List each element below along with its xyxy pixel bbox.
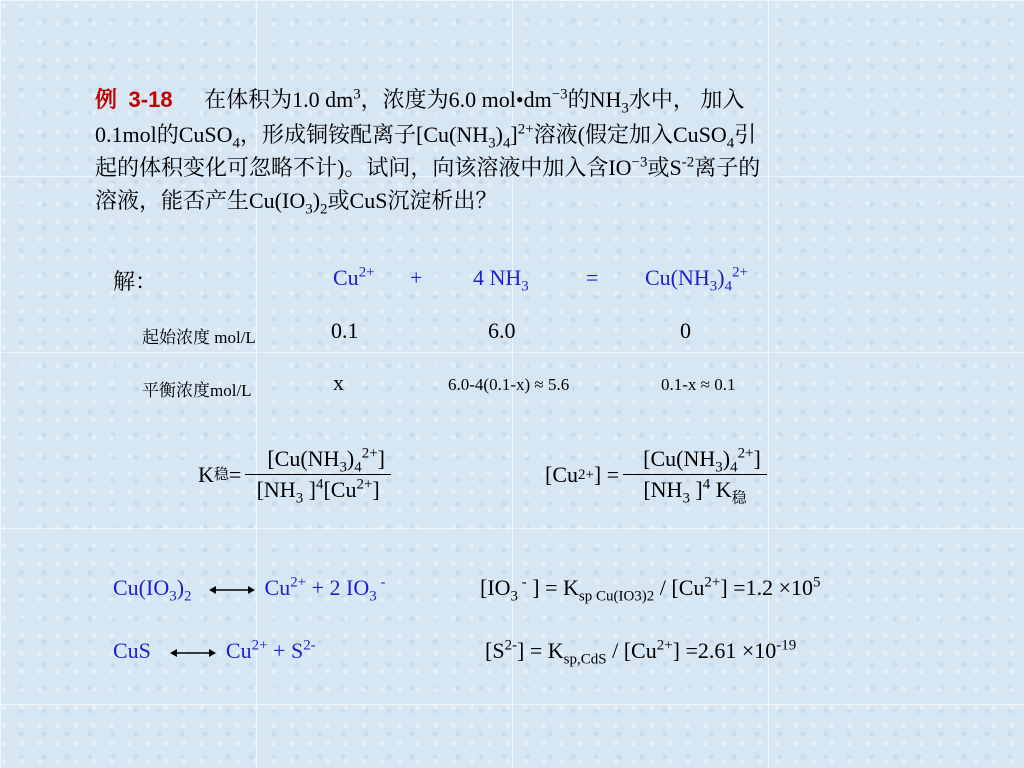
q4e: 或CuS沉淀析出？	[327, 188, 498, 213]
q4a: 溶液，能否产生Cu(IO	[95, 188, 306, 213]
question-line-3	[95, 153, 760, 183]
q3d: -2	[681, 154, 695, 171]
example-label: 例	[95, 87, 118, 112]
q1f: 3	[621, 100, 629, 117]
q3e: 离子的	[694, 155, 761, 180]
reaction-complex: $Cu(NH_3)_4^{2+}$	[645, 264, 748, 295]
k-stable-expression: K 稳 = $\frac{[Cu(NH_3)_4^{2+}]}{[NH_3 ]^4[Cu^{2+}]}$	[198, 446, 391, 503]
sulfide-expression: $[S^{2-}] = K_{sp,CdS} / [Cu^{2+}] =2.61 \times 10^{-19}$	[485, 637, 797, 668]
q2d: 3	[488, 135, 496, 152]
q3b: −3	[631, 154, 648, 171]
iodate-reaction: $Cu(IO_3)_2$ $Cu^{2+} + 2$ $IO_3$ -	[113, 574, 386, 605]
iodate-expression: [$IO_3$ - ] = $K_{sp Cu(IO3)2} / [Cu^{2+}] =1.2 \times 10^5$	[480, 574, 821, 605]
q1b: 3	[353, 86, 361, 103]
k-stable-fraction: $\frac{[Cu(NH_3)_4^{2+}]}{[NH_3 ]^4[Cu^{2+}]}$	[245, 446, 391, 503]
question-line-1	[95, 85, 744, 115]
example-number: 3-18	[128, 87, 173, 112]
initial-complex: 0	[680, 318, 691, 343]
q1e: 的NH	[567, 87, 622, 112]
reaction-plus: +	[410, 265, 423, 290]
q4c: )	[312, 188, 321, 213]
sulfide-reaction: CuS $Cu^{2+} + S^{2-}$	[113, 637, 316, 663]
q2b: 4	[232, 135, 241, 152]
q2g: ]	[510, 122, 518, 147]
q2h: 2+	[517, 121, 534, 138]
initial-label: 起始浓度 mol/L	[142, 328, 256, 347]
reaction-nh3: 4 $NH_3$	[473, 265, 529, 295]
double-arrow-icon	[209, 584, 255, 596]
q2e: )	[495, 122, 503, 147]
equilibrium-complex: 0.1-x ≈ 0.1	[661, 375, 736, 394]
question-line-4	[95, 186, 497, 216]
double-arrow-icon	[170, 647, 216, 659]
q3c: 或S	[647, 155, 682, 180]
initial-cu: 0.1	[331, 318, 359, 343]
q4d: 2	[320, 201, 328, 218]
reaction-cu: $Cu^{2+}$	[333, 264, 375, 290]
q1c: ，浓度为6.0 mol•dm	[360, 87, 552, 112]
cu-concentration-expression: [Cu 2+ ] = $\frac{[Cu(NH_3)_4^{2+}]}{[NH_3 ]^4 K_稳}$	[545, 446, 767, 503]
reaction-equals: =	[586, 265, 599, 290]
q2f: 4	[502, 135, 511, 152]
q1d: −3	[551, 86, 568, 103]
q1a: 在体积为1.0 dm	[204, 87, 354, 112]
q2a: 0.1mol的CuSO	[95, 122, 233, 147]
q2i: 溶液(假定加入CuSO	[533, 122, 727, 147]
q1g: 水中， 加入	[628, 87, 745, 112]
q2c: ，形成铜铵配离子[Cu(NH	[240, 122, 489, 147]
q3a: 起的体积变化可忽略不计)。试问，向该溶液中加入含IO	[95, 155, 632, 180]
q4b: 3	[305, 201, 313, 218]
question-line-2	[95, 120, 756, 150]
solution-label: 解：	[113, 269, 158, 294]
initial-nh3: 6.0	[488, 318, 516, 343]
q2j: 4	[726, 135, 735, 152]
cu-concentration-fraction: $\frac{[Cu(NH_3)_4^{2+}]}{[NH_3 ]^4 K_稳}$	[623, 446, 767, 503]
equilibrium-label: 平衡浓度mol/L	[142, 381, 252, 400]
q2k: 引	[734, 122, 757, 147]
equilibrium-nh3: 6.0-4(0.1-x) ≈ 5.6	[448, 375, 570, 394]
equilibrium-cu: x	[333, 370, 344, 395]
